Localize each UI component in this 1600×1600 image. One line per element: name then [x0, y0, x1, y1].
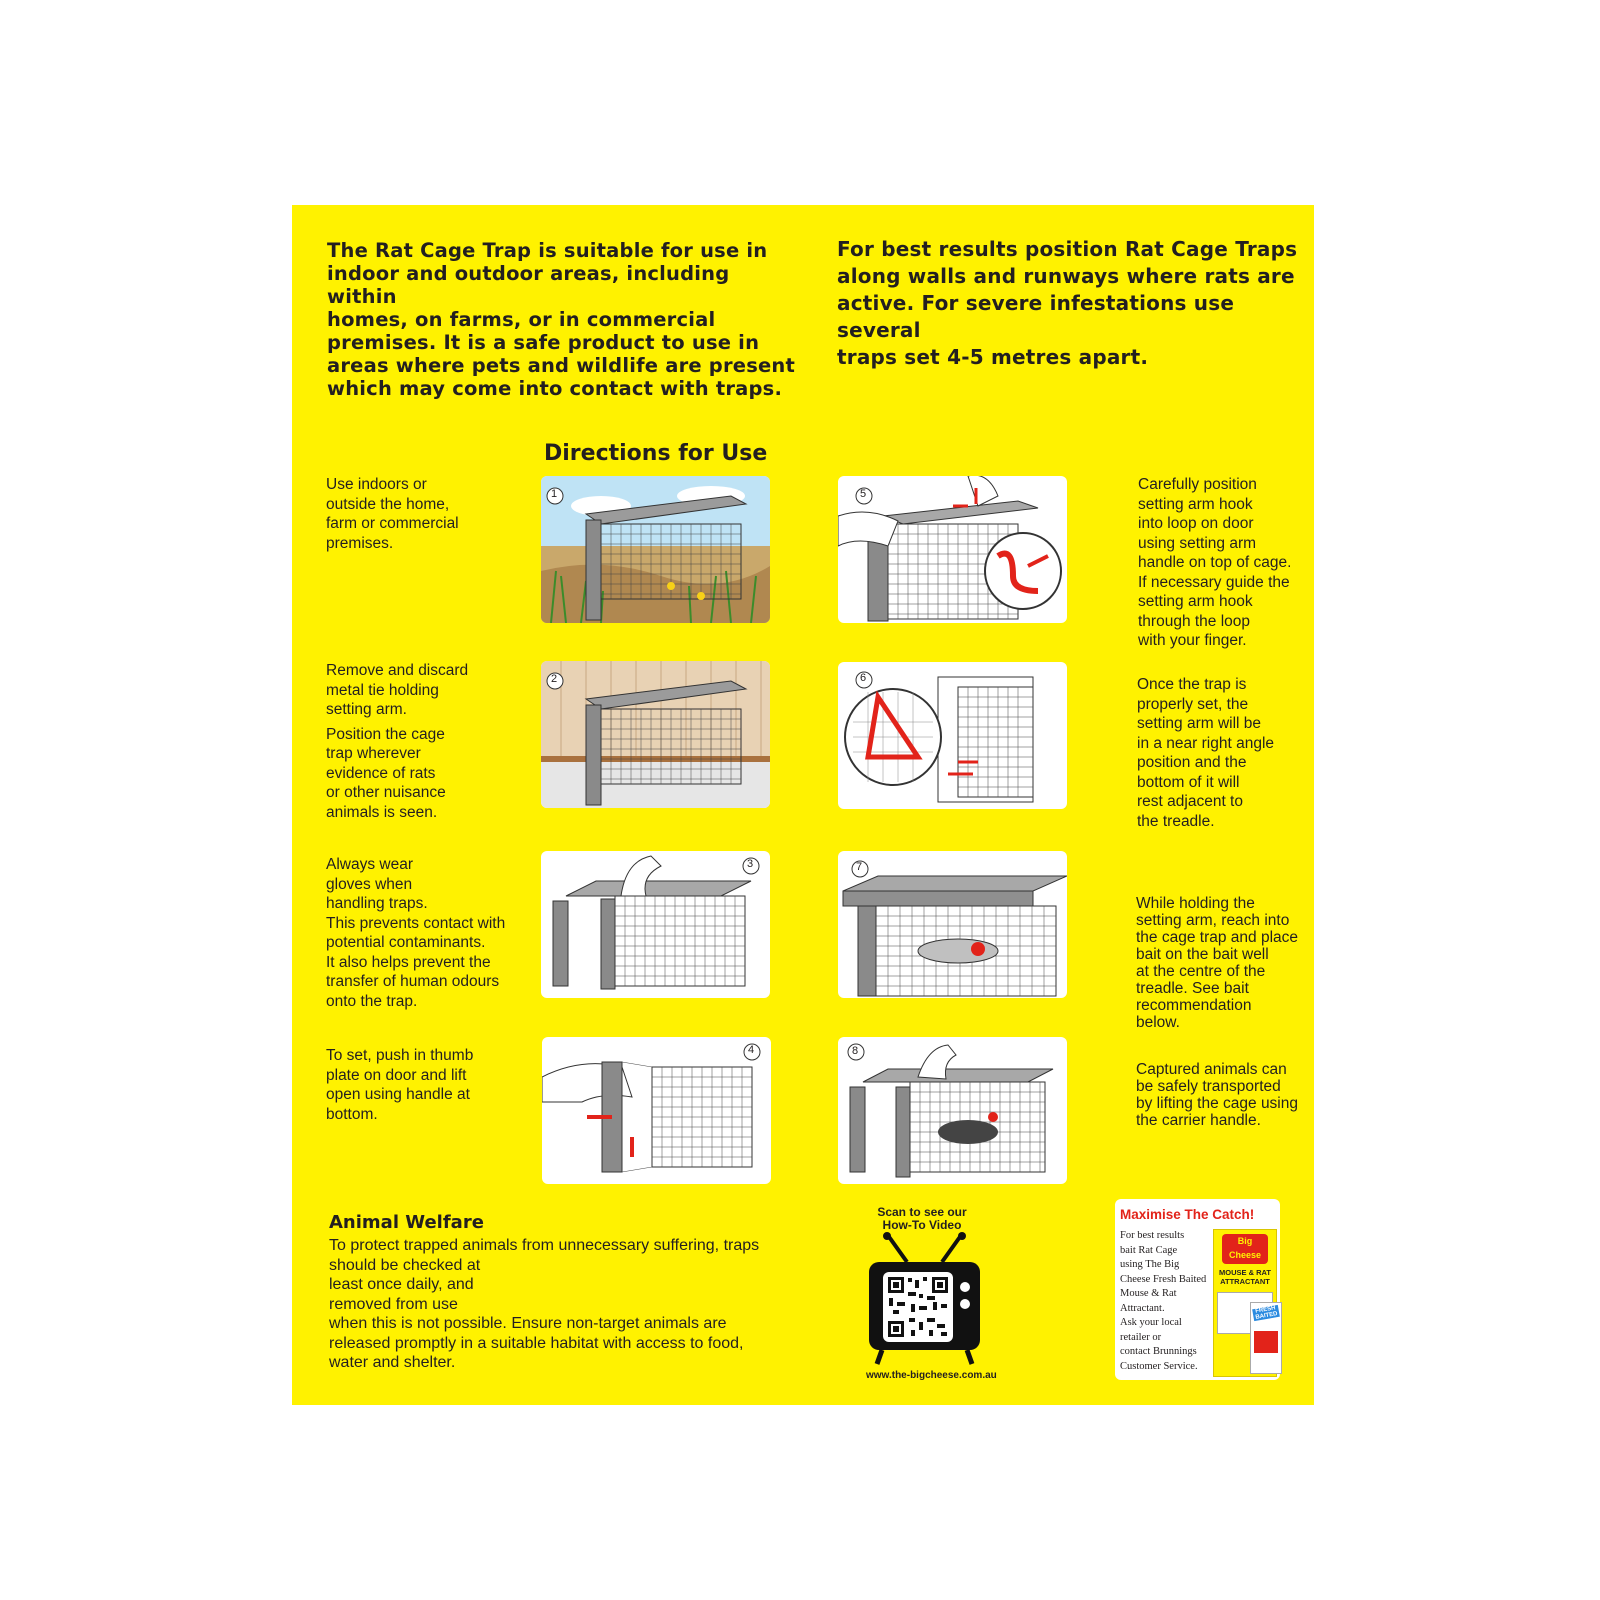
step-number: 8 [852, 1045, 859, 1057]
step-text-line: Remove and discard [326, 662, 469, 679]
step-text-line: Always wear [326, 856, 413, 873]
brand-logo: Big Cheese [1222, 1234, 1268, 1264]
step-text-line: premises. [326, 534, 394, 552]
promo-line: For best results [1120, 1230, 1185, 1241]
step-text-line: setting arm, reach into [1136, 912, 1290, 929]
step-text-line: bottom. [326, 1105, 378, 1123]
step-text-line: Carefully position [1138, 476, 1257, 493]
website-url[interactable]: www.the-bigcheese.com.au [866, 1370, 997, 1381]
step-1-text [326, 475, 526, 553]
step-7-text [1136, 895, 1314, 1031]
step-text-line: setting arm. [326, 701, 407, 718]
step-8-text [1136, 1061, 1314, 1129]
step-4-illustration [542, 1037, 771, 1184]
step-text-line: the treadle. [1137, 812, 1215, 830]
step-text-line: Position the cage [326, 725, 445, 743]
step-text-line: treadle. See bait [1136, 980, 1249, 997]
step-text-line: Captured animals can [1136, 1061, 1287, 1078]
step-text-line: in a near right angle [1137, 734, 1275, 752]
step-text-line: potential contaminants. [326, 934, 486, 951]
step-text-line: be safely transported [1136, 1078, 1281, 1095]
step-5-text [1138, 475, 1314, 651]
welfare-line: when this is not possible. Ensure non-target animals are [329, 1315, 727, 1332]
step-text-line: position and the [1137, 754, 1247, 771]
promo-text [1120, 1229, 1212, 1374]
step-6-illustration [838, 662, 1067, 809]
promo-line: Customer Service. [1120, 1360, 1198, 1372]
step-4-text [326, 1046, 526, 1124]
tv-qr-icon[interactable] [867, 1232, 982, 1367]
scan-caption [857, 1206, 987, 1232]
step-text-line: or other nuisance [326, 784, 446, 801]
step-text-line: setting arm will be [1137, 715, 1262, 732]
promo-title: Maximise The Catch! [1120, 1207, 1255, 1222]
attractant-pack-image [1213, 1229, 1277, 1377]
pack-label: MOUSE & RAT ATTRACTANT [1219, 1268, 1271, 1286]
step-text-line: bait on the bait well [1136, 946, 1269, 963]
step-number: 7 [856, 861, 863, 873]
step-text-line: metal tie holding [326, 681, 439, 699]
step-1-illustration [541, 476, 770, 623]
step-text-line: gloves when [326, 875, 413, 893]
step-6-text [1137, 675, 1313, 831]
step-text-line: setting arm hook [1138, 593, 1253, 610]
step-text-line: below. [1136, 1014, 1180, 1031]
step-text-line: While holding the [1136, 895, 1255, 912]
step-text-line: plate on door and lift [326, 1066, 467, 1084]
intro-left-line: areas where pets and wildlife are present [327, 354, 796, 377]
step-number: 2 [551, 673, 558, 685]
intro-right-line: along walls and runways where rats are [837, 264, 1295, 288]
scan-caption-line: Scan to see our [877, 1205, 967, 1219]
step-text-line: open using handle at [326, 1086, 470, 1103]
step-text-line: the carrier handle. [1136, 1112, 1261, 1129]
intro-left-line: which may come into contact with traps. [327, 377, 783, 400]
intro-right-line: For best results position Rat Cage Traps [837, 237, 1298, 261]
step-text-line: setting arm hook [1138, 495, 1253, 513]
step-2-illustration [541, 661, 770, 808]
step-text-line: evidence of rats [326, 764, 436, 782]
step-text-line: through the loop [1138, 612, 1251, 630]
promo-line: bait Rat Cage [1120, 1244, 1178, 1256]
welfare-line: released promptly in a suitable habitat with access to food, [329, 1334, 744, 1352]
promo-line: contact Brunnings [1120, 1346, 1197, 1357]
step-2-text [326, 661, 526, 827]
step-text-line: with your finger. [1138, 632, 1247, 649]
step-number: 1 [551, 488, 558, 500]
promo-line: Attractant. [1120, 1302, 1165, 1314]
step-text-line: If necessary guide the [1138, 573, 1290, 591]
step-text-line: recommendation [1136, 997, 1252, 1014]
step-text-line: at the centre of the [1136, 963, 1266, 980]
intro-right-line: traps set 4-5 metres apart. [837, 345, 1149, 369]
welfare-title: Animal Welfare [329, 1212, 484, 1233]
welfare-body [329, 1236, 779, 1373]
step-7-illustration [838, 851, 1067, 998]
intro-left [327, 239, 797, 400]
step-number: 4 [748, 1044, 755, 1056]
step-text-line: trap wherever [326, 745, 421, 762]
step-text-line: This prevents contact with [326, 914, 506, 932]
promo-line: using The Big [1120, 1259, 1180, 1270]
step-text-line: transfer of human odours [326, 973, 500, 990]
step-text-line: into loop on door [1138, 515, 1254, 532]
promo-line: Mouse & Rat [1120, 1288, 1177, 1299]
step-5-illustration [838, 476, 1067, 623]
step-text-line: the cage trap and place [1136, 929, 1299, 946]
step-text-line: To set, push in thumb [326, 1047, 474, 1064]
step-text-line: handle on top of cage. [1138, 554, 1292, 571]
promo-line: retailer or [1120, 1331, 1162, 1343]
intro-right-line: active. For severe infestations use several [837, 291, 1235, 342]
step-text-line: outside the home, [326, 495, 450, 513]
step-text-line: It also helps prevent the [326, 953, 491, 971]
promo-line: Ask your local [1120, 1317, 1182, 1328]
step-text-line: Once the trap is [1137, 676, 1247, 693]
welfare-line: water and shelter. [329, 1354, 456, 1371]
step-text-line: using setting arm [1138, 534, 1257, 552]
welfare-line: removed from use [329, 1295, 458, 1313]
step-text-line: by lifting the cage using [1136, 1095, 1298, 1112]
promo-box [1115, 1199, 1280, 1380]
step-text-line: rest adjacent to [1137, 793, 1243, 810]
promo-line: Cheese Fresh Baited [1120, 1273, 1207, 1285]
step-text-line: bottom of it will [1137, 773, 1240, 791]
fresh-baited-badge: FRESH BAITED [1252, 1305, 1280, 1321]
step-text-line: handling traps. [326, 895, 428, 912]
intro-left-line: indoor and outdoor areas, including within [327, 262, 730, 308]
intro-left-line: The Rat Cage Trap is suitable for use in [327, 239, 768, 262]
instruction-panel [292, 205, 1314, 1405]
step-number: 6 [860, 672, 867, 684]
directions-heading: Directions for Use [544, 441, 768, 466]
step-text-line: properly set, the [1137, 695, 1249, 713]
step-text-line: farm or commercial [326, 515, 459, 532]
step-8-illustration [838, 1037, 1067, 1184]
step-number: 5 [860, 488, 867, 500]
intro-left-line: homes, on farms, or in commercial [327, 308, 716, 331]
step-text-line: Use indoors or [326, 476, 427, 493]
welfare-line: should be checked at [329, 1256, 481, 1274]
step-text-line: onto the trap. [326, 992, 418, 1010]
welfare-line: least once daily, and [329, 1276, 474, 1293]
welfare-line: To protect trapped animals from unnecessary suffering, traps [329, 1237, 760, 1254]
step-text-line: animals is seen. [326, 803, 438, 821]
step-number: 3 [747, 858, 754, 870]
step-3-text [326, 855, 546, 1011]
scan-caption-line: How-To Video [882, 1218, 962, 1232]
intro-left-line: premises. It is a safe product to use in [327, 331, 760, 354]
intro-right [837, 236, 1307, 371]
step-3-illustration [541, 851, 770, 998]
